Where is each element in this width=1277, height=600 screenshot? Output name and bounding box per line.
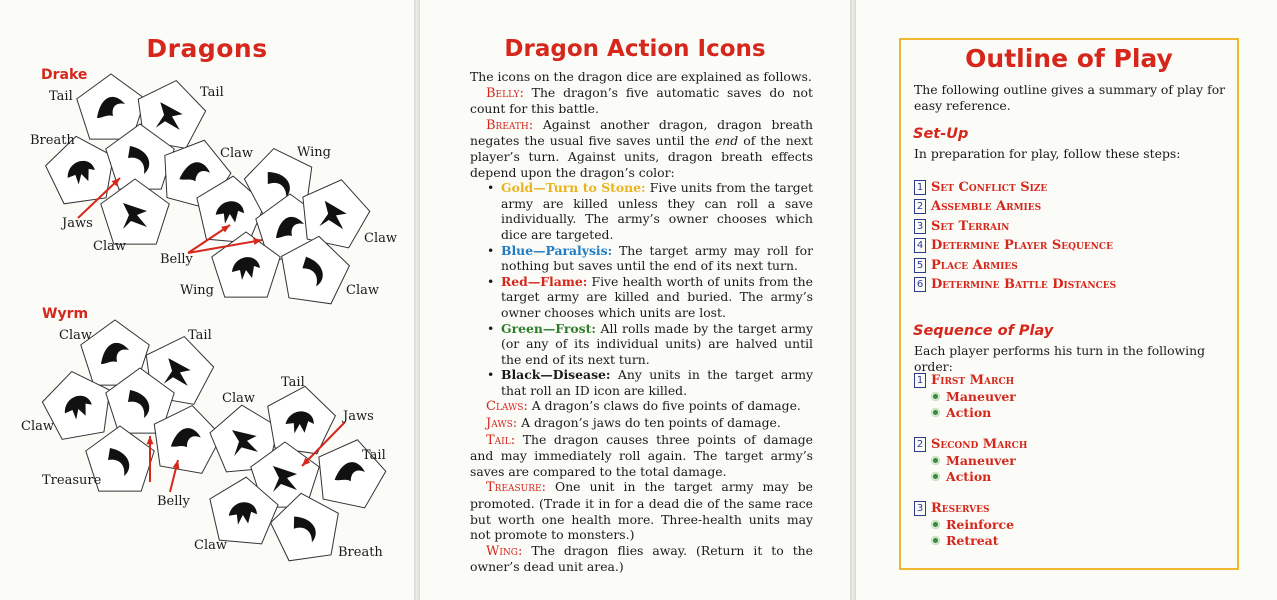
first-march-action xyxy=(931,405,991,420)
wyrm-callout-claw-2: Claw xyxy=(222,391,255,406)
jaws-keyword: Jaws: xyxy=(486,416,518,432)
blue-label: Blue—Paralysis: xyxy=(501,242,613,258)
sequence-heading: Sequence of Play xyxy=(913,323,1054,339)
step-number: 5 xyxy=(914,258,926,273)
drake-callout-claw-4: Claw xyxy=(346,283,379,298)
wyrm-label: Wyrm xyxy=(42,306,89,322)
drake-callout-breath: Breath xyxy=(30,133,75,148)
step-number: 2 xyxy=(914,437,926,452)
setup-step-3 xyxy=(914,219,1009,234)
drake-callout-wing: Wing xyxy=(297,145,331,160)
wyrm-callout-tail-3: Tail xyxy=(362,448,386,463)
blue-text: The target army may roll for nothing but saves until the end of its next turn. xyxy=(501,242,813,274)
breath-entry xyxy=(470,117,813,180)
jaws-text: A dragon’s jaws do ten points of damage. xyxy=(517,415,781,431)
setup-intro: In preparation for play, follow these steps: xyxy=(914,146,1181,161)
step-number: 3 xyxy=(914,501,926,516)
second-march-step xyxy=(914,437,1027,452)
first-march-step xyxy=(914,373,1014,388)
green-label: Green—Frost: xyxy=(501,320,596,336)
sub-step-label: Action xyxy=(946,469,992,484)
drake-callout-tail-2: Tail xyxy=(200,85,224,100)
step-label: Place Armies xyxy=(931,258,1018,273)
wyrm-callout-claw: Claw xyxy=(59,328,92,343)
color-item-blue xyxy=(501,243,813,274)
tail-entry xyxy=(470,432,813,480)
action-icons-panel xyxy=(420,0,850,600)
dice-faces xyxy=(38,74,391,563)
setup-heading: Set-Up xyxy=(913,126,969,142)
belly-keyword: Belly: xyxy=(486,85,524,101)
arrowhead-icon xyxy=(147,436,154,444)
drake-callout-claw-3: Claw xyxy=(364,231,397,246)
wyrm-callout-tail-2: Tail xyxy=(281,375,305,390)
sub-step-label: Retreat xyxy=(946,533,999,548)
step-label: Set Conflict Size xyxy=(931,180,1048,195)
gold-label: Gold—Turn to Stone: xyxy=(501,180,646,196)
wing-entry xyxy=(470,543,813,575)
green-text: All rolls made by the target army (or any of its individual units) are halved until the end of its next turn. xyxy=(501,320,813,367)
color-item-gold xyxy=(501,180,813,242)
gem-bullet-icon xyxy=(931,536,940,545)
step-label: First March xyxy=(931,373,1015,388)
wyrm-callout-treasure: Treasure xyxy=(42,473,102,488)
step-number: 4 xyxy=(914,238,926,253)
breath-emphasis: end xyxy=(714,133,739,149)
wyrm-callout-breath: Breath xyxy=(338,545,383,560)
jaws-entry xyxy=(470,415,813,432)
belly-entry xyxy=(470,85,813,117)
sub-step-label: Action xyxy=(946,405,992,420)
reserves-step xyxy=(914,501,990,516)
setup-step-1 xyxy=(914,180,1047,195)
claws-text: A dragon’s claws do five points of damage. xyxy=(527,398,801,414)
dragons-title: Dragons xyxy=(146,34,268,63)
claws-entry xyxy=(470,398,813,415)
sequence-intro: Each player performs his turn in the following order: xyxy=(914,343,1206,374)
step-label: Set Terrain xyxy=(931,219,1010,234)
tail-keyword: Tail: xyxy=(486,432,516,448)
wing-text: The dragon flies away. (Return it to the owner’s dead unit area.) xyxy=(470,542,813,575)
step-number: 1 xyxy=(914,373,926,388)
gem-bullet-icon xyxy=(931,456,940,465)
action-icons-body xyxy=(470,69,813,575)
color-item-red xyxy=(501,274,813,321)
wyrm-callout-belly: Belly xyxy=(157,494,190,509)
step-label: Determine Battle Distances xyxy=(931,277,1117,292)
wyrm-callout-jaws: Jaws xyxy=(343,409,374,424)
red-label: Red—Flame: xyxy=(501,273,588,289)
step-number: 2 xyxy=(914,199,926,214)
dragon-color-list xyxy=(470,180,813,398)
intro-text: The icons on the dragon dice are explained as follows. xyxy=(470,69,812,84)
black-text: Any units in the target army that roll an ID icon are killed. xyxy=(501,367,813,398)
drake-callout-tail: Tail xyxy=(49,89,73,104)
sub-step-label: Maneuver xyxy=(946,453,1016,468)
drake-callout-claw-2: Claw xyxy=(93,239,126,254)
drake-label: Drake xyxy=(41,67,88,83)
outline-box xyxy=(899,38,1239,570)
treasure-entry xyxy=(470,479,813,542)
color-item-black xyxy=(501,367,813,398)
breath-keyword: Breath: xyxy=(486,117,534,133)
drake-callout-jaws: Jaws xyxy=(62,216,93,231)
dragons-panel xyxy=(0,0,414,600)
setup-step-2 xyxy=(914,199,1041,214)
outline-intro: The following outline gives a summary of play for easy reference. xyxy=(914,82,1226,113)
step-label: Second March xyxy=(931,437,1028,452)
gem-bullet-icon xyxy=(931,392,940,401)
gem-bullet-icon xyxy=(931,520,940,529)
step-number: 3 xyxy=(914,219,926,234)
breath-text-b: of the next player’s turn. Against units, dragon breath effects depend upon the dragon’s color: xyxy=(470,133,814,180)
reserves-reinforce xyxy=(931,517,1014,532)
sub-step-label: Maneuver xyxy=(946,389,1016,404)
second-march-action xyxy=(931,469,991,484)
wing-keyword: Wing: xyxy=(486,543,523,559)
action-icons-title: Dragon Action Icons xyxy=(504,36,766,62)
drake-callout-belly: Belly xyxy=(160,252,193,267)
gem-bullet-icon xyxy=(931,472,940,481)
outline-title: Outline of Play xyxy=(965,44,1173,73)
step-label: Assemble Armies xyxy=(931,199,1042,214)
wyrm-callout-claw-3: Claw xyxy=(21,419,54,434)
wyrm-callout-claw-4: Claw xyxy=(194,538,227,553)
second-march-maneuver xyxy=(931,453,1016,468)
treasure-text: One unit in the target army may be promoted. (Trade it in for a dead die of the same race but worth one health more. Three-health units may not promote to monsters.) xyxy=(470,479,813,543)
wyrm-callout-tail: Tail xyxy=(188,328,212,343)
setup-step-4 xyxy=(914,238,1113,253)
claws-keyword: Claws: xyxy=(486,399,528,415)
red-text: Five health worth of units from the target army are killed and buried. The army’s owner chooses which units are lost. xyxy=(501,273,813,320)
step-number: 6 xyxy=(914,277,926,292)
first-march-maneuver xyxy=(931,389,1016,404)
setup-step-6 xyxy=(914,277,1116,292)
belly-text: The dragon’s five automatic saves do not count for this battle. xyxy=(470,84,813,117)
step-number: 1 xyxy=(914,180,926,195)
sub-step-label: Reinforce xyxy=(946,517,1015,532)
gold-text: Five units from the target army are killed unless they can roll a save individually. The army’s owner chooses which dice are targeted. xyxy=(501,180,813,242)
breath-text-a: Against another dragon, dragon breath negates the usual five saves until the xyxy=(470,116,813,149)
setup-step-5 xyxy=(914,258,1018,273)
treasure-keyword: Treasure: xyxy=(486,480,546,496)
reserves-retreat xyxy=(931,533,999,548)
step-label: Reserves xyxy=(931,501,990,516)
gem-bullet-icon xyxy=(931,408,940,417)
tail-text: The dragon causes three points of damage and may immediately roll again. The target army’s saves are compared to the total damage. xyxy=(470,431,813,479)
color-item-green xyxy=(501,321,813,368)
drake-callout-wing-2: Wing xyxy=(180,283,214,298)
black-label: Black—Disease: xyxy=(501,367,611,383)
step-label: Determine Player Sequence xyxy=(931,238,1113,253)
drake-callout-claw: Claw xyxy=(220,146,253,161)
